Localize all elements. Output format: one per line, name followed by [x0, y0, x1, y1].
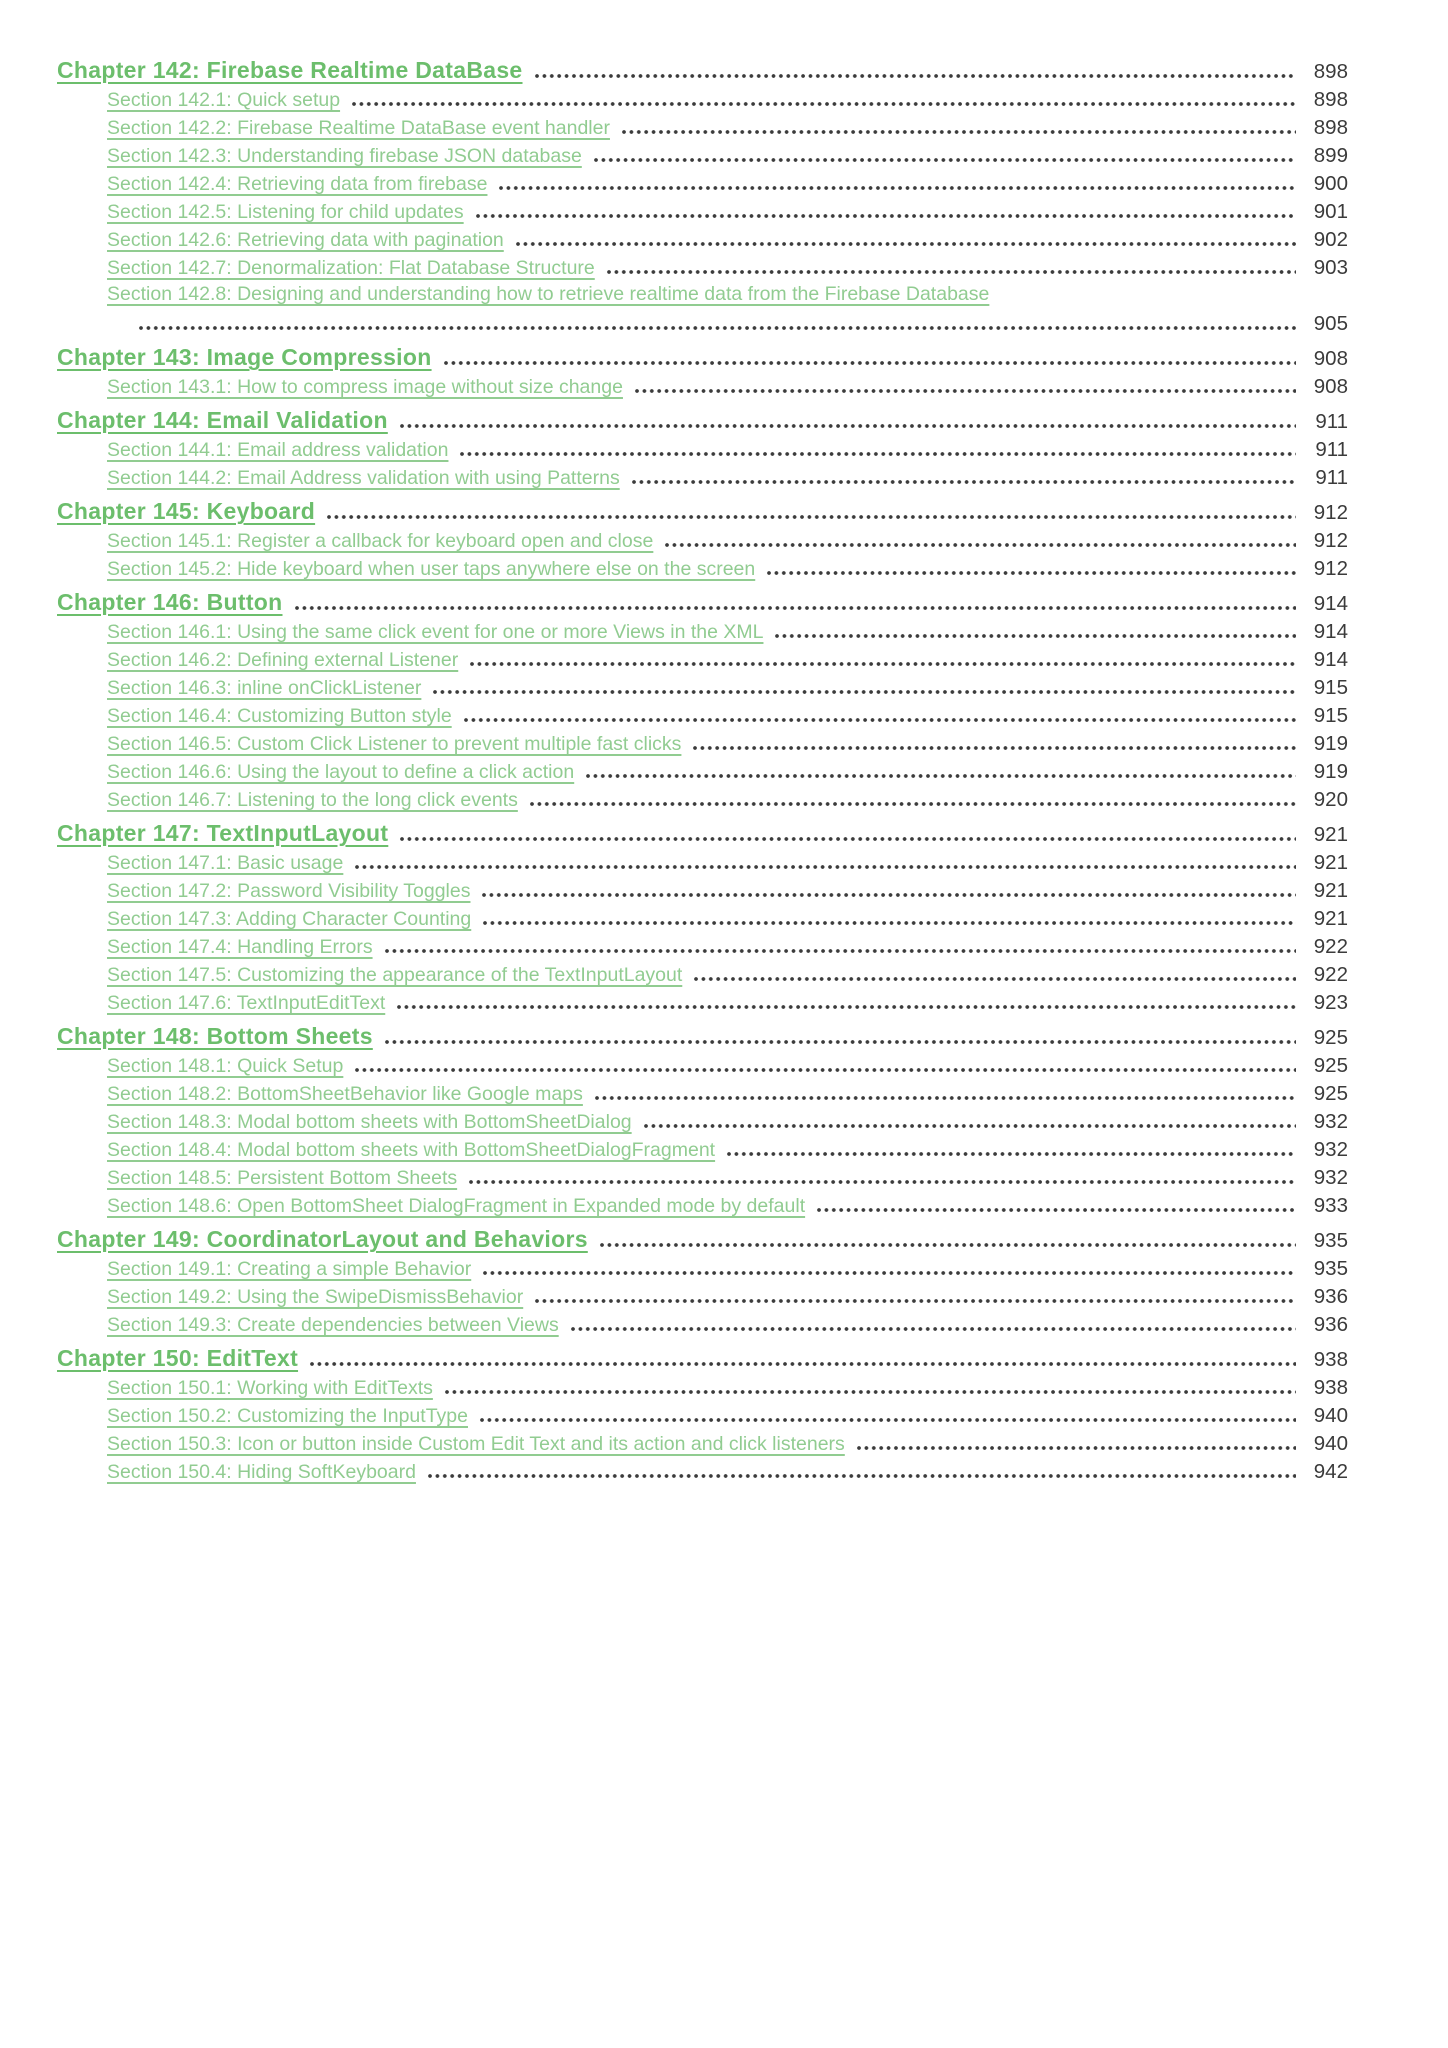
page-number: 938 [1313, 1348, 1348, 1371]
toc-link[interactable]: Section 142.4: Retrieving data from firebase [107, 173, 488, 195]
toc-entry-section [57, 617, 1348, 645]
toc-entry-section [57, 1373, 1348, 1401]
page-number: 935 [1313, 1229, 1348, 1252]
page-number: 914 [1313, 592, 1348, 615]
toc-entry-chapter [57, 1342, 1348, 1373]
toc-entry-chapter [57, 341, 1348, 372]
dot-leader [693, 746, 1296, 750]
toc-entry-section [57, 1135, 1348, 1163]
page-number: 908 [1313, 347, 1348, 370]
toc-entry-chapter [57, 1020, 1348, 1051]
toc-link[interactable]: Section 146.5: Custom Click Listener to prevent multiple fast clicks [107, 733, 682, 755]
toc-entry-chapter [57, 817, 1348, 848]
page-number: 915 [1313, 704, 1348, 727]
toc-link[interactable]: Section 142.2: Firebase Realtime DataBase event handler [107, 117, 610, 139]
dot-leader [571, 1327, 1296, 1331]
page-number: 932 [1313, 1166, 1348, 1189]
toc-entry-section [57, 1079, 1348, 1107]
dot-leader [355, 1068, 1296, 1072]
page-number: 901 [1313, 200, 1348, 223]
dot-leader [352, 102, 1296, 106]
page-number: 902 [1313, 228, 1348, 251]
toc-link[interactable]: Section 149.1: Creating a simple Behavior [107, 1258, 472, 1280]
toc-entry-section [57, 876, 1348, 904]
toc-link[interactable]: Section 146.4: Customizing Button style [107, 705, 452, 727]
page-number: 898 [1313, 60, 1348, 83]
page-number: 933 [1313, 1194, 1348, 1217]
toc-entry-section [57, 281, 1348, 337]
dot-leader [139, 326, 1296, 330]
dot-leader [444, 361, 1296, 365]
page-number: 920 [1313, 788, 1348, 811]
page-number: 919 [1313, 760, 1348, 783]
toc-link[interactable]: Section 148.4: Modal bottom sheets with BottomSheetDialogFragment [107, 1139, 716, 1161]
toc-entry-section [57, 932, 1348, 960]
toc-link[interactable]: Chapter 147: TextInputLayout [57, 820, 389, 846]
page-number: 900 [1313, 172, 1348, 195]
page-number: 914 [1313, 648, 1348, 671]
page-number: 912 [1313, 557, 1348, 580]
toc-link[interactable]: Chapter 150: EditText [57, 1345, 299, 1371]
page-number: 925 [1313, 1026, 1348, 1049]
dot-leader [535, 1299, 1296, 1303]
dot-leader [483, 921, 1296, 925]
toc-entry-section [57, 554, 1348, 582]
toc-link[interactable]: Chapter 148: Bottom Sheets [57, 1023, 373, 1049]
toc-entry-section [57, 785, 1348, 813]
toc-entry-wrap-line [57, 309, 1348, 337]
dot-leader [482, 893, 1296, 897]
dot-leader [857, 1446, 1296, 1450]
toc-link[interactable]: Section 147.6: TextInputEditText [107, 992, 386, 1014]
page-number: 921 [1313, 907, 1348, 930]
toc-link[interactable]: Section 144.2: Email Address validation with using Patterns [107, 467, 620, 489]
page-number: 921 [1313, 879, 1348, 902]
toc-entry-chapter [57, 495, 1348, 526]
toc-link[interactable]: Section 148.3: Modal bottom sheets with BottomSheetDialog [107, 1111, 632, 1133]
dot-leader [445, 1390, 1296, 1394]
toc-entry-chapter [57, 1223, 1348, 1254]
dot-leader [327, 515, 1296, 519]
toc-entry-section [57, 1401, 1348, 1429]
toc-link[interactable]: Section 142.6: Retrieving data with pagination [107, 229, 504, 251]
toc-entry-chapter [57, 54, 1348, 85]
toc-entry-section [57, 1191, 1348, 1219]
page-number: 911 [1315, 466, 1348, 489]
page-number: 912 [1313, 501, 1348, 524]
toc-link[interactable]: Section 147.3: Adding Character Counting [107, 908, 472, 930]
dot-leader [428, 1474, 1296, 1478]
toc-entry-section [57, 729, 1348, 757]
page-number: 898 [1313, 116, 1348, 139]
page-number: 919 [1313, 732, 1348, 755]
dot-leader [644, 1124, 1296, 1128]
toc-link[interactable]: Section 144.1: Email address validation [107, 439, 449, 461]
dot-leader [470, 662, 1296, 666]
toc-link[interactable]: Section 142.5: Listening for child updates [107, 201, 464, 223]
page-number: 905 [1313, 312, 1348, 335]
page-number: 899 [1313, 144, 1348, 167]
dot-leader [460, 452, 1296, 456]
toc-entry-section [57, 253, 1348, 281]
toc-link[interactable]: Section 147.4: Handling Errors [107, 936, 373, 958]
toc-entry-section [57, 1429, 1348, 1457]
toc-link[interactable]: Section 147.5: Customizing the appearance of the TextInputLayout [107, 964, 683, 986]
dot-leader [694, 977, 1296, 981]
page-number: 914 [1313, 620, 1348, 643]
toc-link[interactable]: Section 142.1: Quick setup [107, 89, 341, 111]
page-number: 911 [1315, 438, 1348, 461]
page-number: 903 [1313, 256, 1348, 279]
toc-link[interactable]: Section 145.2: Hide keyboard when user taps anywhere else on the screen [107, 558, 756, 580]
dot-leader [530, 802, 1296, 806]
dot-leader [400, 837, 1296, 841]
toc-entry-chapter [57, 586, 1348, 617]
page-number: 923 [1313, 991, 1348, 1014]
toc-link[interactable]: Section 146.1: Using the same click event for one or more Views in the XML [107, 621, 764, 643]
dot-leader [397, 1005, 1296, 1009]
toc-entry-chapter [57, 404, 1348, 435]
toc-entry-section [57, 1163, 1348, 1191]
dot-leader [632, 480, 1296, 484]
dot-leader [469, 1180, 1296, 1184]
page-number: 911 [1315, 410, 1348, 433]
dot-leader [385, 1040, 1296, 1044]
toc-entry-section [57, 372, 1348, 400]
toc-link[interactable]: Section 146.6: Using the layout to define a click action [107, 761, 575, 783]
toc-entry-section [57, 1457, 1348, 1485]
toc-link[interactable]: Section 142.3: Understanding firebase JSON database [107, 145, 582, 167]
dot-leader [385, 949, 1296, 953]
toc-entry-section [57, 1107, 1348, 1135]
toc-link[interactable]: Section 150.3: Icon or button inside Custom Edit Text and its action and click listeners [107, 1433, 845, 1455]
toc-entry-section [57, 1051, 1348, 1079]
dot-leader [464, 718, 1296, 722]
page-number: 936 [1313, 1313, 1348, 1336]
dot-leader [400, 424, 1296, 428]
toc-link[interactable]: Section 146.3: inline onClickListener [107, 677, 422, 699]
toc-link[interactable]: Section 148.1: Quick Setup [107, 1055, 344, 1077]
toc-entry-section [57, 169, 1348, 197]
dot-leader [516, 242, 1296, 246]
toc-entry-section [57, 1254, 1348, 1282]
toc-link[interactable]: Section 150.2: Customizing the InputType [107, 1405, 468, 1427]
toc-link[interactable]: Section 145.1: Register a callback for keyboard open and close [107, 530, 654, 552]
toc-list [57, 54, 1348, 1485]
toc-entry-section [57, 141, 1348, 169]
page-number: 936 [1313, 1285, 1348, 1308]
dot-leader [535, 74, 1296, 78]
toc-entry-section [57, 701, 1348, 729]
toc-entry-section [57, 1282, 1348, 1310]
toc-link[interactable]: Chapter 145: Keyboard [57, 498, 316, 524]
toc-entry-section [57, 197, 1348, 225]
dot-leader [665, 543, 1296, 547]
toc-entry-section [57, 988, 1348, 1016]
page-number: 908 [1313, 375, 1348, 398]
page-number: 925 [1313, 1082, 1348, 1105]
toc-entry-section [57, 435, 1348, 463]
toc-entry-section [57, 225, 1348, 253]
page-number: 922 [1313, 935, 1348, 958]
page-number: 898 [1313, 88, 1348, 111]
dot-leader [817, 1208, 1296, 1212]
dot-leader [586, 774, 1296, 778]
toc-link[interactable]: Section 150.1: Working with EditTexts [107, 1377, 433, 1399]
toc-entry-section [57, 757, 1348, 785]
page-number: 932 [1313, 1110, 1348, 1133]
toc-entry-section [57, 904, 1348, 932]
toc-link[interactable]: Section 149.2: Using the SwipeDismissBehavior [107, 1286, 524, 1308]
toc-link[interactable]: Section 147.2: Password Visibility Toggles [107, 880, 471, 902]
toc-link[interactable]: Section 148.5: Persistent Bottom Sheets [107, 1167, 458, 1189]
page-number: 940 [1313, 1432, 1348, 1455]
page-number: 938 [1313, 1376, 1348, 1399]
toc-link[interactable]: Chapter 143: Image Compression [57, 344, 432, 370]
toc-entry-section [57, 673, 1348, 701]
toc-link[interactable]: Section 142.8: Designing and understanding how to retrieve realtime data from the Firebase Database [107, 283, 990, 305]
toc-link[interactable]: Section 142.7: Denormalization: Flat Database Structure [107, 257, 595, 279]
toc-link[interactable]: Section 146.2: Defining external Listener [107, 649, 459, 671]
dot-leader [483, 1271, 1296, 1275]
dot-leader [594, 158, 1296, 162]
toc-link[interactable]: Chapter 144: Email Validation [57, 407, 388, 433]
dot-leader [775, 634, 1296, 638]
toc-link[interactable]: Section 150.4: Hiding SoftKeyboard [107, 1461, 416, 1483]
toc-link[interactable]: Section 143.1: How to compress image without size change [107, 376, 623, 398]
page-number: 915 [1313, 676, 1348, 699]
toc-entry-section [57, 645, 1348, 673]
toc-link[interactable]: Section 146.7: Listening to the long click events [107, 789, 518, 811]
page-number: 922 [1313, 963, 1348, 986]
toc-link[interactable]: Section 148.6: Open BottomSheet DialogFragment in Expanded mode by default [107, 1195, 806, 1217]
toc-entry-section [57, 848, 1348, 876]
toc-link[interactable]: Section 149.3: Create dependencies between Views [107, 1314, 559, 1336]
dot-leader [480, 1418, 1296, 1422]
page-number: 932 [1313, 1138, 1348, 1161]
dot-leader [600, 1243, 1296, 1247]
page-number: 921 [1313, 851, 1348, 874]
dot-leader [635, 389, 1296, 393]
dot-leader [476, 214, 1296, 218]
dot-leader [607, 270, 1296, 274]
dot-leader [767, 571, 1296, 575]
page-number: 925 [1313, 1054, 1348, 1077]
toc-entry-section [57, 463, 1348, 491]
page-number: 921 [1313, 823, 1348, 846]
toc-link[interactable]: Section 147.1: Basic usage [107, 852, 344, 874]
dot-leader [595, 1096, 1296, 1100]
page-number: 942 [1313, 1460, 1348, 1483]
toc-link[interactable]: Section 148.2: BottomSheetBehavior like Google maps [107, 1083, 583, 1105]
dot-leader [727, 1152, 1296, 1156]
dot-leader [433, 690, 1296, 694]
toc-entry-section [57, 1310, 1348, 1338]
page-number: 940 [1313, 1404, 1348, 1427]
dot-leader [355, 865, 1296, 869]
dot-leader [310, 1362, 1296, 1366]
toc-entry-section [57, 85, 1348, 113]
dot-leader [622, 130, 1296, 134]
toc-link[interactable]: Chapter 146: Button [57, 589, 283, 615]
toc-link[interactable]: Chapter 149: CoordinatorLayout and Behaviors [57, 1226, 588, 1252]
dot-leader [499, 186, 1296, 190]
page-number: 935 [1313, 1257, 1348, 1280]
toc-entry-section [57, 113, 1348, 141]
dot-leader [295, 606, 1297, 610]
toc-entry-section [57, 526, 1348, 554]
toc-link[interactable]: Chapter 142: Firebase Realtime DataBase [57, 57, 523, 83]
page-number: 912 [1313, 529, 1348, 552]
toc-entry-section [57, 960, 1348, 988]
